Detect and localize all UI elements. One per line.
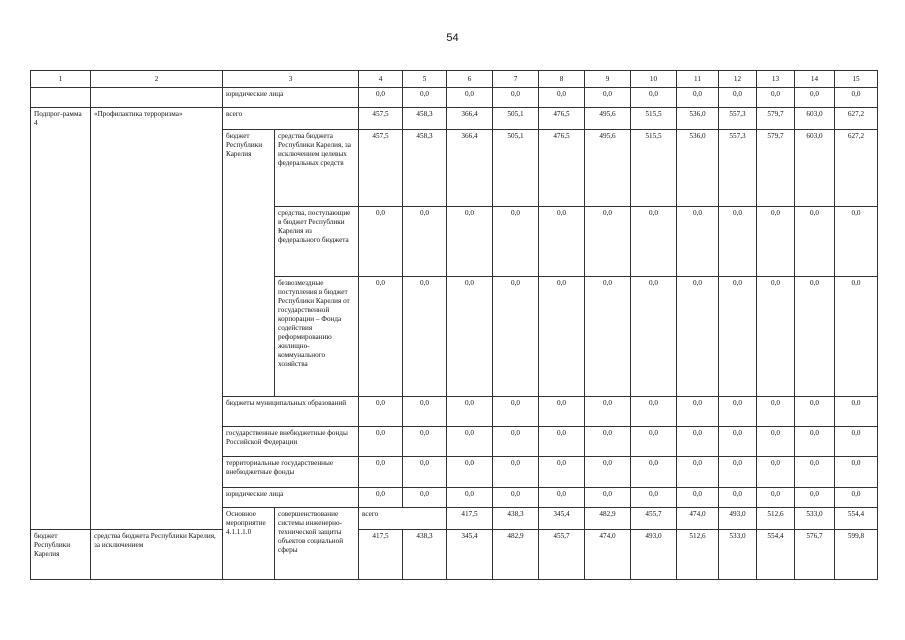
value-cell: 0,0 — [493, 277, 539, 397]
column-header: 10 — [631, 71, 677, 88]
column-header: 1 — [31, 71, 91, 88]
value-cell: 0,0 — [835, 427, 878, 457]
value-cell: 0,0 — [359, 488, 403, 508]
funding-source-label: юридические лица — [223, 88, 359, 108]
value-cell: 0,0 — [585, 207, 631, 277]
value-cell: 474,0 — [677, 508, 719, 530]
value-cell: 0,0 — [719, 427, 757, 457]
empty-cell — [91, 88, 223, 108]
value-cell: 0,0 — [835, 207, 878, 277]
value-cell: 0,0 — [677, 427, 719, 457]
value-cell: 0,0 — [677, 397, 719, 427]
value-cell: 495,6 — [585, 108, 631, 130]
subprogram-code: Подпрог-рамма 4 — [31, 108, 91, 530]
column-header: 5 — [403, 71, 447, 88]
value-cell: 576,7 — [795, 530, 835, 580]
value-cell: 476,5 — [539, 130, 585, 207]
value-cell: 0,0 — [585, 427, 631, 457]
value-cell: 0,0 — [719, 397, 757, 427]
value-cell: 0,0 — [585, 488, 631, 508]
value-cell: 0,0 — [493, 457, 539, 488]
value-cell: 0,0 — [677, 207, 719, 277]
value-cell: 0,0 — [585, 397, 631, 427]
value-cell: 0,0 — [835, 457, 878, 488]
value-cell: 493,0 — [631, 530, 677, 580]
value-cell: 505,1 — [493, 130, 539, 207]
value-cell: 438,3 — [403, 530, 447, 580]
value-cell: 0,0 — [677, 277, 719, 397]
value-cell: 0,0 — [403, 488, 447, 508]
value-cell: 0,0 — [447, 207, 493, 277]
value-cell: 0,0 — [795, 207, 835, 277]
value-cell: 0,0 — [835, 397, 878, 427]
value-cell: 455,7 — [631, 508, 677, 530]
funding-source-label: бюджеты муниципальных образований — [223, 397, 359, 427]
value-cell: 0,0 — [359, 88, 403, 108]
value-cell: 0,0 — [631, 427, 677, 457]
value-cell: 0,0 — [795, 88, 835, 108]
value-cell: 0,0 — [757, 277, 795, 397]
value-cell: 0,0 — [447, 488, 493, 508]
value-cell: 512,6 — [757, 508, 795, 530]
value-cell: 0,0 — [757, 457, 795, 488]
value-cell: 554,4 — [757, 530, 795, 580]
value-cell: 0,0 — [719, 277, 757, 397]
value-cell: 557,3 — [719, 108, 757, 130]
value-cell: 474,0 — [585, 530, 631, 580]
value-cell: 493,0 — [719, 508, 757, 530]
measure-code: Основное мероприятие 4.1.1.1.0 — [223, 508, 275, 580]
value-cell: 0,0 — [447, 457, 493, 488]
value-cell: 0,0 — [631, 457, 677, 488]
value-cell: 579,7 — [757, 130, 795, 207]
column-header: 7 — [493, 71, 539, 88]
value-cell: 0,0 — [403, 457, 447, 488]
value-cell: 554,4 — [835, 508, 878, 530]
value-cell: 627,2 — [835, 108, 878, 130]
subprogram-name: «Профилактика терроризма» — [91, 108, 223, 530]
column-header: 3 — [223, 71, 359, 88]
column-header: 8 — [539, 71, 585, 88]
column-header: 6 — [447, 71, 493, 88]
value-cell: 0,0 — [493, 207, 539, 277]
value-cell: 0,0 — [359, 207, 403, 277]
value-cell: 0,0 — [447, 277, 493, 397]
page-number: 54 — [446, 32, 459, 44]
value-cell: 0,0 — [677, 457, 719, 488]
funding-source-label: юридические лица — [223, 488, 359, 508]
value-cell: 345,4 — [539, 508, 585, 530]
column-header: 9 — [585, 71, 631, 88]
funding-source-label: территориальные государственные внебюджетные фонды — [223, 457, 359, 488]
table-header-row — [31, 71, 878, 88]
value-cell: 0,0 — [539, 488, 585, 508]
value-cell: 536,0 — [677, 108, 719, 130]
value-cell: 482,9 — [585, 508, 631, 530]
value-cell: 0,0 — [539, 397, 585, 427]
value-cell: 0,0 — [585, 88, 631, 108]
value-cell: 505,1 — [493, 108, 539, 130]
value-cell: 0,0 — [757, 488, 795, 508]
value-cell: 0,0 — [493, 397, 539, 427]
value-cell: 627,2 — [835, 130, 878, 207]
value-cell: 599,8 — [835, 530, 878, 580]
value-cell: 345,4 — [447, 530, 493, 580]
value-cell: 0,0 — [539, 277, 585, 397]
value-cell: 0,0 — [631, 88, 677, 108]
value-cell: 579,7 — [757, 108, 795, 130]
value-cell: 0,0 — [757, 88, 795, 108]
value-cell: 0,0 — [493, 88, 539, 108]
value-cell: 0,0 — [757, 207, 795, 277]
value-cell: 0,0 — [359, 457, 403, 488]
funding-source-label: средства, поступающие в бюджет Республики Карелия из федерального бюджета — [275, 207, 359, 277]
value-cell: 0,0 — [403, 427, 447, 457]
column-header: 12 — [719, 71, 757, 88]
column-header: 15 — [835, 71, 878, 88]
value-cell: 515,5 — [631, 130, 677, 207]
value-cell: 0,0 — [677, 488, 719, 508]
value-cell: 0,0 — [539, 88, 585, 108]
value-cell: 0,0 — [539, 427, 585, 457]
budget-rk-label: бюджет Республики Карелия — [31, 530, 91, 580]
budget-rk-label: бюджет Республики Карелия — [223, 130, 275, 397]
value-cell: 417,5 — [359, 530, 403, 580]
funding-source-label: всего — [223, 108, 359, 130]
funding-source-label: всего — [359, 508, 447, 530]
column-header: 14 — [795, 71, 835, 88]
table-row — [31, 108, 878, 130]
value-cell: 533,0 — [719, 530, 757, 580]
value-cell: 0,0 — [359, 277, 403, 397]
value-cell: 417,5 — [447, 508, 493, 530]
column-header: 11 — [677, 71, 719, 88]
value-cell: 457,5 — [359, 108, 403, 130]
value-cell: 0,0 — [795, 277, 835, 397]
value-cell: 0,0 — [677, 88, 719, 108]
budget-table — [30, 70, 878, 580]
value-cell: 458,3 — [403, 108, 447, 130]
value-cell: 512,6 — [677, 530, 719, 580]
value-cell: 603,0 — [795, 108, 835, 130]
value-cell: 0,0 — [631, 488, 677, 508]
value-cell: 457,5 — [359, 130, 403, 207]
value-cell: 0,0 — [403, 88, 447, 108]
value-cell: 0,0 — [539, 457, 585, 488]
value-cell: 0,0 — [403, 207, 447, 277]
value-cell: 557,3 — [719, 130, 757, 207]
value-cell: 603,0 — [795, 130, 835, 207]
value-cell: 0,0 — [631, 277, 677, 397]
value-cell: 0,0 — [719, 457, 757, 488]
value-cell: 0,0 — [447, 397, 493, 427]
value-cell: 495,6 — [585, 130, 631, 207]
value-cell: 0,0 — [835, 488, 878, 508]
value-cell: 0,0 — [403, 277, 447, 397]
value-cell: 0,0 — [835, 277, 878, 397]
funding-source-label: средства бюджета Республики Карелия, за исключением — [91, 530, 223, 580]
measure-name: совершенствование системы инженерно-технической защиты объектов социальной сферы — [275, 508, 359, 580]
value-cell: 0,0 — [795, 397, 835, 427]
value-cell: 0,0 — [585, 457, 631, 488]
funding-source-label: государственные внебюджетные фонды Российской Федерации — [223, 427, 359, 457]
value-cell: 0,0 — [585, 277, 631, 397]
value-cell: 0,0 — [631, 397, 677, 427]
empty-cell — [31, 88, 91, 108]
value-cell: 0,0 — [493, 427, 539, 457]
value-cell: 0,0 — [719, 488, 757, 508]
funding-source-label: безвозмездные поступления в бюджет Республики Карелия от государственной корпорации – Фонда содействия реформированию жилищно-коммунального хозяйства — [275, 277, 359, 397]
value-cell: 482,9 — [493, 530, 539, 580]
value-cell: 533,0 — [795, 508, 835, 530]
value-cell: 438,3 — [493, 508, 539, 530]
value-cell: 0,0 — [539, 207, 585, 277]
value-cell: 515,5 — [631, 108, 677, 130]
value-cell: 0,0 — [757, 427, 795, 457]
value-cell: 0,0 — [359, 397, 403, 427]
value-cell: 0,0 — [447, 427, 493, 457]
value-cell: 0,0 — [719, 207, 757, 277]
value-cell: 455,7 — [539, 530, 585, 580]
value-cell: 0,0 — [403, 397, 447, 427]
value-cell: 0,0 — [359, 427, 403, 457]
funding-source-label: средства бюджета Республики Карелия, за исключением целевых федеральных средств — [275, 130, 359, 207]
value-cell: 0,0 — [447, 88, 493, 108]
value-cell: 366,4 — [447, 130, 493, 207]
value-cell: 0,0 — [795, 488, 835, 508]
value-cell: 476,5 — [539, 108, 585, 130]
value-cell: 0,0 — [835, 88, 878, 108]
value-cell: 0,0 — [631, 207, 677, 277]
value-cell: 536,0 — [677, 130, 719, 207]
column-header: 4 — [359, 71, 403, 88]
value-cell: 366,4 — [447, 108, 493, 130]
value-cell: 0,0 — [493, 488, 539, 508]
value-cell: 0,0 — [719, 88, 757, 108]
value-cell: 0,0 — [795, 457, 835, 488]
value-cell: 0,0 — [757, 397, 795, 427]
table-row — [31, 88, 878, 108]
column-header: 2 — [91, 71, 223, 88]
value-cell: 0,0 — [795, 427, 835, 457]
value-cell: 458,3 — [403, 130, 447, 207]
column-header: 13 — [757, 71, 795, 88]
table-row — [31, 530, 878, 580]
